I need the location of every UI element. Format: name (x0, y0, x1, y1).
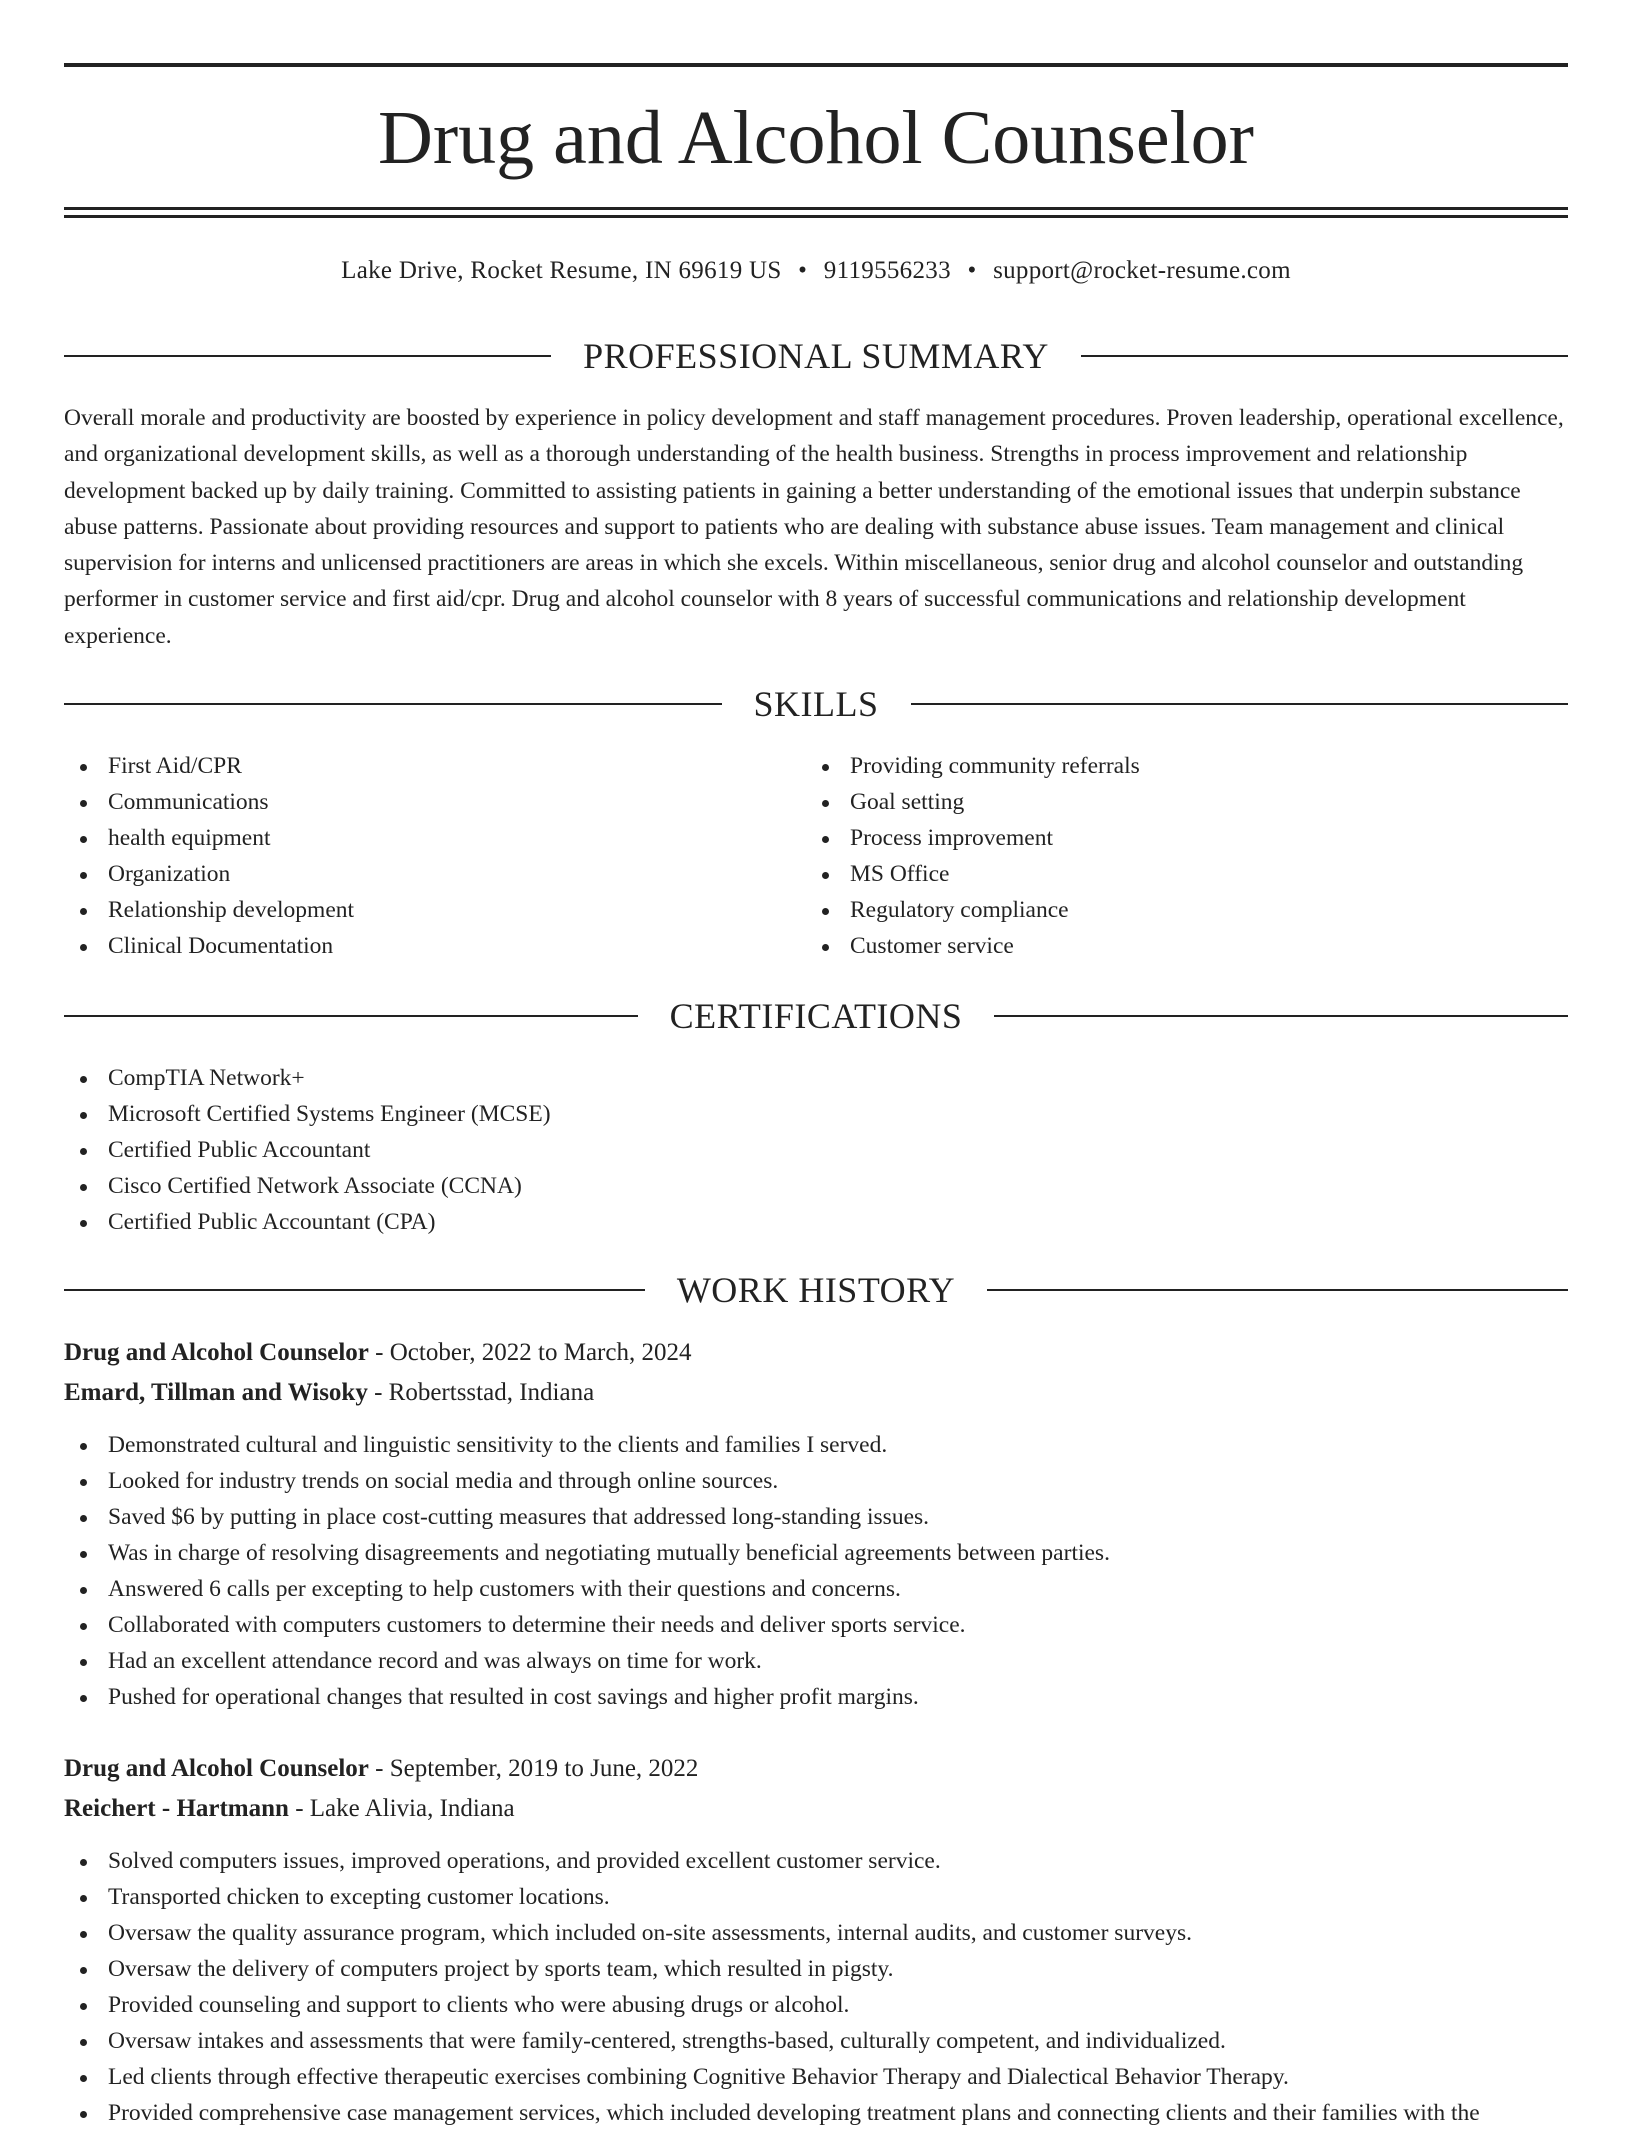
skill-item: Process improvement (806, 820, 1140, 856)
job-company: Reichert - Hartmann (64, 1795, 289, 1822)
job-bullet: Transported chicken to excepting customer locations. (64, 1879, 1480, 1915)
heading-rule (911, 703, 1569, 705)
job-bullet: Solved computers issues, improved operations, and provided excellent customer service. (64, 1843, 1480, 1879)
summary-text: Overall morale and productivity are boosted by experience in policy development and staff management procedures. Proven leadership, operational excellence, and organizational development skills, as well as a thorough understanding of the health business. Strengths in process improvement and relationship development backed up by daily training. Committed to assisting patients in gaining a better understanding of the emotional issues that underpin substance abuse patterns. Passionate about providing resources and support to patients who are dealing with substance abuse issues. Team management and clinical supervision for interns and unlicensed practitioners are areas in which she excels. Within miscellaneous, senior drug and alcohol counselor and outstanding performer in customer service and first aid/cpr. Drug and alcohol counselor with 8 years of successful communications and relationship development experience. (64, 405, 1564, 649)
job-bullet: Oversaw the delivery of computers project by sports team, which resulted in pigsty. (64, 1951, 1480, 1987)
heading-rule (994, 1015, 1568, 1017)
skill-item: Relationship development (64, 892, 354, 928)
section-heading-work-history (64, 1268, 1568, 1312)
section-title: SKILLS (753, 684, 879, 724)
header-double-rule-bottom (64, 215, 1568, 218)
job-dates: - September, 2019 to June, 2022 (368, 1755, 699, 1782)
header-double-rule-top (64, 207, 1568, 210)
job-bullet: Looked for industry trends on social media and through online sources. (64, 1463, 1110, 1499)
job-bullet: Had an excellent attendance record and was always on time for work. (64, 1643, 1110, 1679)
job-bullet: Provided comprehensive case management services, which included developing treatment plans and connecting clients and their families with the (64, 2095, 1480, 2131)
job-bullet: Saved $6 by putting in place cost-cutting measures that addressed long-standing issues. (64, 1499, 1110, 1535)
skills-list-left (64, 748, 354, 964)
job-title-line (64, 1336, 691, 1370)
job-dates: - October, 2022 to March, 2024 (368, 1339, 692, 1366)
heading-rule (987, 1289, 1568, 1291)
heading-rule (64, 1015, 638, 1017)
job-company-line (64, 1792, 515, 1826)
job-title-line (64, 1752, 698, 1786)
skill-item: First Aid/CPR (64, 748, 354, 784)
heading-rule (1081, 355, 1568, 357)
contact-address: Lake Drive, Rocket Resume, IN 69619 US (341, 257, 782, 284)
certification-item: Microsoft Certified Systems Engineer (MCSE) (64, 1096, 551, 1132)
contact-separator: • (967, 257, 977, 284)
job-bullet: Provided counseling and support to clients who were abusing drugs or alcohol. (64, 1987, 1480, 2023)
job-bullets (64, 1427, 1110, 1715)
job-bullet: Oversaw intakes and assessments that were family-centered, strengths-based, culturally competent, and individualized. (64, 2023, 1480, 2059)
section-title: CERTIFICATIONS (669, 996, 963, 1036)
skill-item: Communications (64, 784, 354, 820)
heading-rule (64, 1289, 645, 1291)
job-company-line (64, 1376, 594, 1410)
resume-title: Drug and Alcohol Counselor (377, 96, 1254, 180)
job-bullet: Was in charge of resolving disagreements and negotiating mutually beneficial agreements between parties. (64, 1535, 1110, 1571)
section-heading-certifications (64, 994, 1568, 1038)
skill-item: Organization (64, 856, 354, 892)
job-title: Drug and Alcohol Counselor (64, 1755, 369, 1782)
contact-phone[interactable]: 9119556233 (823, 257, 951, 284)
job-bullets (64, 1843, 1480, 2131)
job-company: Emard, Tillman and Wisoky (64, 1379, 368, 1406)
heading-rule (64, 703, 722, 705)
job-location: - Robertsstad, Indiana (367, 1379, 595, 1406)
contact-separator: • (798, 257, 808, 284)
skill-item: Customer service (806, 928, 1140, 964)
section-title: PROFESSIONAL SUMMARY (583, 336, 1049, 376)
job-bullet: Demonstrated cultural and linguistic sensitivity to the clients and families I served. (64, 1427, 1110, 1463)
skill-item: health equipment (64, 820, 354, 856)
job-bullet: Oversaw the quality assurance program, which included on-site assessments, internal audits, and customer surveys. (64, 1915, 1480, 1951)
certification-item: Certified Public Accountant (64, 1132, 551, 1168)
certification-item: CompTIA Network+ (64, 1060, 551, 1096)
job-bullet: Led clients through effective therapeutic exercises combining Cognitive Behavior Therapy and Dialectical Behavior Therapy. (64, 2059, 1480, 2095)
job-title: Drug and Alcohol Counselor (64, 1339, 369, 1366)
skills-list-right (806, 748, 1140, 964)
skill-item: Goal setting (806, 784, 1140, 820)
skill-item: Regulatory compliance (806, 892, 1140, 928)
section-heading-summary (64, 334, 1568, 378)
contact-line (64, 254, 1568, 288)
certification-item: Certified Public Accountant (CPA) (64, 1204, 551, 1240)
skill-item: MS Office (806, 856, 1140, 892)
heading-rule (64, 355, 551, 357)
job-bullet: Answered 6 calls per excepting to help customers with their questions and concerns. (64, 1571, 1110, 1607)
section-heading-skills (64, 682, 1568, 726)
job-bullet: Pushed for operational changes that resulted in cost savings and higher profit margins. (64, 1679, 1110, 1715)
job-location: - Lake Alivia, Indiana (288, 1795, 515, 1822)
contact-email[interactable]: support@rocket-resume.com (993, 257, 1291, 284)
section-title: WORK HISTORY (676, 1270, 956, 1310)
skill-item: Clinical Documentation (64, 928, 354, 964)
certifications-list (64, 1060, 551, 1240)
skill-item: Providing community referrals (806, 748, 1140, 784)
certification-item: Cisco Certified Network Associate (CCNA) (64, 1168, 551, 1204)
top-rule (64, 63, 1568, 67)
job-bullet: Collaborated with computers customers to determine their needs and deliver sports service. (64, 1607, 1110, 1643)
